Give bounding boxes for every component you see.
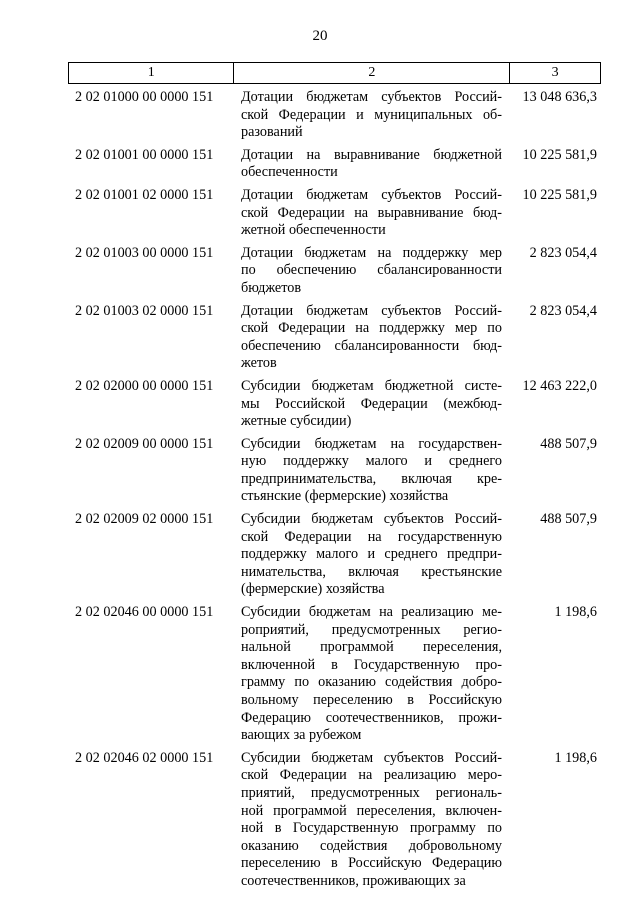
description-line: ную поддержку малого и среднего [241, 453, 502, 470]
budget-code: 2 02 01003 02 0000 151 [75, 302, 214, 319]
description-line: ной программой переселения, включен- [241, 802, 502, 819]
description-line: нальной программой переселения, [241, 639, 502, 656]
item-description [233, 436, 510, 506]
description-line: включенной в Государственную про- [241, 656, 502, 673]
description-line: соотечественников, проживающих за [241, 872, 466, 889]
budget-code: 2 02 01000 00 0000 151 [75, 89, 214, 105]
table-body [68, 89, 601, 891]
header-cell-2: 2 [233, 63, 509, 83]
table-row [68, 378, 601, 431]
header-cell-3: 3 [509, 63, 600, 83]
description-line: предпринимательства, включая кре- [241, 470, 502, 487]
description-line: ской Федерации на реализацию меро- [241, 767, 502, 784]
amount-value: 10 225 581,9 [522, 146, 597, 163]
description-line: Дотации бюджетам субъектов Россий- [241, 186, 502, 203]
budget-code: 2 02 02009 00 0000 151 [75, 435, 214, 452]
table-row [68, 187, 601, 240]
item-description [233, 378, 510, 431]
table-header-row [68, 62, 601, 84]
description-line: Дотации на выравнивание бюджетной [241, 146, 502, 163]
description-line: разований [241, 124, 303, 141]
description-line: Субсидии бюджетам бюджетной систе- [241, 377, 502, 394]
table-row [68, 89, 601, 142]
item-description [233, 147, 510, 182]
description-line: мы Российской Федерации (межбюд- [241, 395, 502, 412]
description-line: вающих за рубежом [241, 727, 362, 744]
item-description [233, 303, 510, 373]
description-line: вольному переселению в Российскую [241, 692, 502, 708]
budget-code: 2 02 02000 00 0000 151 [75, 377, 214, 394]
description-line: поддержку малого и среднего предпри- [241, 546, 502, 563]
description-line: переселению в Российскую Федерацию [241, 855, 502, 872]
budget-table [68, 62, 601, 891]
description-line: Дотации бюджетам субъектов Россий- [241, 302, 502, 319]
item-description [233, 89, 510, 142]
amount-value: 2 823 054,4 [529, 244, 597, 261]
header-cell-1: 1 [147, 65, 155, 80]
amount-value: 12 463 222,0 [522, 377, 597, 394]
description-line: ской Федерации на поддержку мер по [241, 320, 502, 337]
description-line: Субсидии бюджетам субъектов Россий- [241, 511, 502, 528]
item-description [233, 511, 510, 599]
description-line: ской Федерации и муниципальных об- [241, 106, 502, 123]
description-line: (фермерские) хозяйства [241, 581, 385, 598]
budget-code: 2 02 02046 00 0000 151 [75, 604, 214, 621]
description-line: оказанию содействия добровольному [241, 837, 502, 854]
amount-value: 10 225 581,9 [522, 186, 597, 203]
amount-value: 488 507,9 [540, 435, 597, 452]
item-description [233, 187, 510, 240]
description-line: ной в Государственную программу по [241, 820, 502, 837]
item-description [233, 245, 510, 298]
amount-value: 1 198,6 [554, 749, 597, 766]
table-row [68, 436, 601, 506]
description-line: грамму по оказанию содействия добро- [241, 674, 502, 691]
description-line: Федерацию соотечественников, прожи- [241, 709, 502, 726]
description-line: бюджетов [241, 279, 302, 296]
description-line: по обеспечению сбалансированности [241, 262, 502, 279]
description-line: Субсидии бюджетам субъектов Россий- [241, 749, 502, 766]
table-row [68, 511, 601, 599]
amount-value: 488 507,9 [540, 511, 597, 528]
amount-value: 1 198,6 [554, 604, 597, 621]
description-line: приятий, предусмотренных региональ- [241, 784, 502, 801]
budget-code: 2 02 02046 02 0000 151 [75, 749, 214, 766]
description-line: обеспечению сбалансированности бюд- [241, 337, 502, 354]
description-line: Дотации бюджетам на поддержку мер [241, 244, 502, 261]
description-line: жетной обеспеченности [241, 222, 386, 239]
table-row [68, 604, 601, 745]
description-line: Субсидии бюджетам на государствен- [241, 435, 502, 452]
page-number: 20 [312, 28, 328, 44]
description-line: стьянские (фермерские) хозяйства [241, 488, 449, 505]
description-line: ской Федерации на государственную [241, 528, 502, 545]
description-line: ской Федерации на выравнивание бюд- [241, 204, 502, 221]
amount-value: 2 823 054,4 [529, 302, 597, 319]
description-line: Субсидии бюджетам на реализацию ме- [241, 604, 502, 621]
amount-value: 13 048 636,3 [522, 89, 597, 105]
description-line: Дотации бюджетам субъектов Россий- [241, 89, 502, 105]
budget-code: 2 02 01001 00 0000 151 [75, 146, 214, 163]
table-row [68, 750, 601, 891]
table-row [68, 147, 601, 182]
description-line: жетов [241, 355, 277, 372]
table-row [68, 303, 601, 373]
budget-code: 2 02 02009 02 0000 151 [75, 511, 214, 528]
item-description [233, 750, 510, 891]
description-line: жетные субсидии) [241, 413, 352, 430]
description-line: нимательства, включая крестьянские [241, 563, 502, 580]
budget-code: 2 02 01003 00 0000 151 [75, 244, 214, 261]
budget-code: 2 02 01001 02 0000 151 [75, 186, 214, 203]
item-description [233, 604, 510, 745]
description-line: роприятий, предусмотренных регио- [241, 621, 502, 638]
table-row [68, 245, 601, 298]
description-line: обеспеченности [241, 164, 338, 181]
